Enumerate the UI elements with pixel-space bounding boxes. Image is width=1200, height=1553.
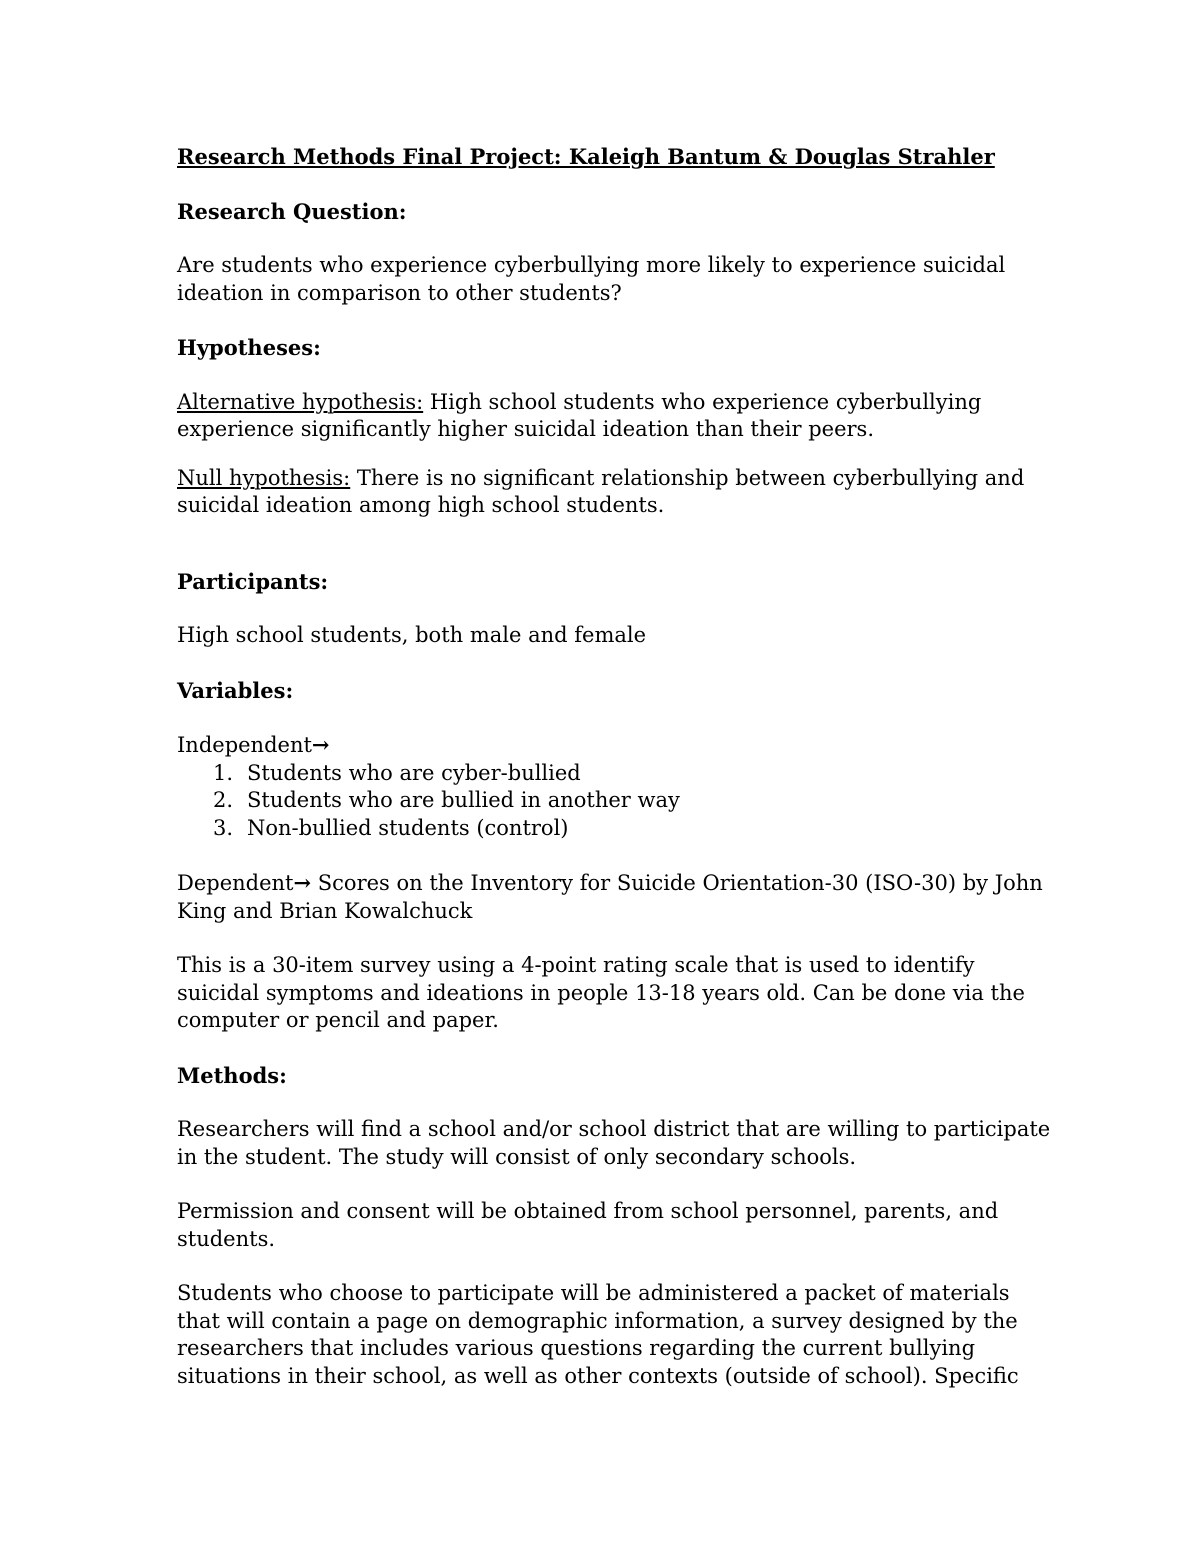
list-item-number: 1. <box>213 760 234 785</box>
independent-variable-label <box>177 731 1057 760</box>
list-item-text: Students who are cyber-bullied <box>247 760 581 785</box>
methods-paragraph: Permission and consent will be obtained from school personnel, parents, and students. <box>177 1199 999 1251</box>
hypotheses-heading: Hypotheses: <box>177 335 321 360</box>
arrow-icon: → <box>311 732 330 757</box>
dependent-text: Scores on the Inventory for Suicide Orientation-30 (ISO-30) by John King and Brian Kowalchuck <box>177 871 1043 923</box>
survey-description: This is a 30-item survey using a 4-point rating scale that is used to identify suicidal symptoms and ideations in people 13-18 years old. Can be done via the computer or pencil and paper. <box>177 953 1025 1032</box>
participants-text: High school students, both male and female <box>177 623 647 647</box>
list-item <box>177 787 1057 815</box>
document-title: Research Methods Final Project: Kaleigh Bantum & Douglas Strahler <box>177 144 995 169</box>
dependent-variable <box>177 869 1057 925</box>
alternative-hypothesis-label: Alternative hypothesis: <box>177 389 424 414</box>
list-item-number: 2. <box>213 788 234 812</box>
methods-paragraph: Researchers will find a school and/or school district that are willing to participate in the student. The study will consist of only secondary schools. <box>177 1117 1051 1169</box>
dependent-label: Dependent <box>177 871 294 895</box>
document-page <box>177 143 1057 1417</box>
alternative-hypothesis <box>177 389 1057 444</box>
null-hypothesis <box>177 465 1057 520</box>
list-item-text: Students who are bullied in another way <box>247 788 680 812</box>
independent-label: Independent <box>177 733 312 757</box>
research-question-heading: Research Question: <box>177 198 407 224</box>
null-hypothesis-text: There is no significant relationship between cyberbullying and suicidal ideation among high school students. <box>177 465 1025 517</box>
alternative-hypothesis-text: High school students who experience cyberbullying experience significantly higher suicidal ideation than their peers. <box>177 389 982 441</box>
list-item-number: 3. <box>213 815 234 840</box>
list-item-text: Non-bullied students (control) <box>247 815 569 840</box>
methods-heading: Methods: <box>177 1062 287 1088</box>
participants-heading: Participants: <box>177 568 329 594</box>
list-item <box>177 760 1057 788</box>
variables-heading: Variables: <box>177 677 294 703</box>
methods-paragraph: Students who choose to participate will be administered a packet of materials that will contain a page on demographic information, a survey designed by the researchers that includes various questions regarding the current bullying situations in their school, as well as other contexts (outside of school). Specific <box>177 1281 1019 1388</box>
independent-variable-list <box>177 760 1057 843</box>
null-hypothesis-label: Null hypothesis: <box>177 465 351 490</box>
research-question-text: Are students who experience cyberbullying more likely to experience suicidal ideation in comparison to other students? <box>177 253 1006 305</box>
arrow-icon: → <box>293 870 312 895</box>
list-item <box>177 815 1057 843</box>
